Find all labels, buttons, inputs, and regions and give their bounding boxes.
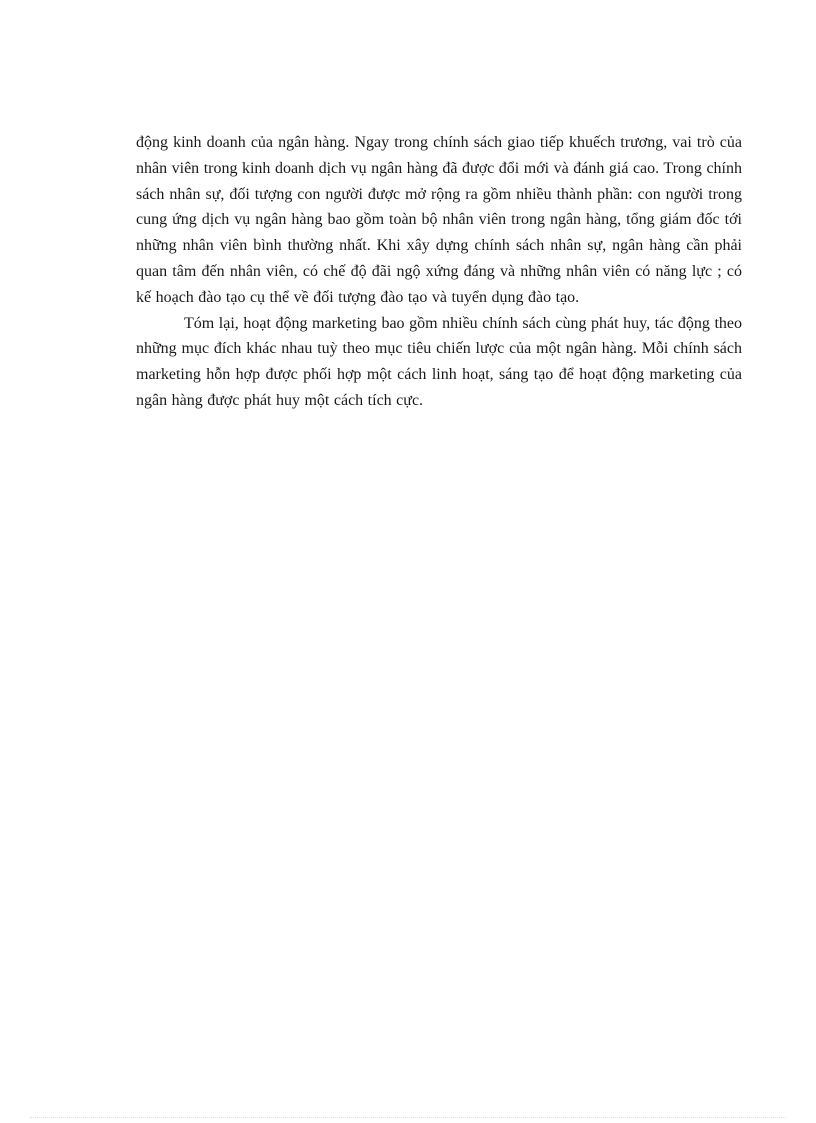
document-body: [136, 130, 742, 414]
page-bottom-divider: [30, 1117, 786, 1118]
body-paragraph-1: động kinh doanh của ngân hàng. Ngay trong chính sách giao tiếp khuếch trương, vai trò của nhân viên trong kinh doanh dịch vụ ngân hàng đã được đổi mới và đánh giá cao. Trong chính sách nhân sự, đối tượng con người được mở rộng ra gồm nhiều thành phần: con người trong cung ứng dịch vụ ngân hàng bao gồm toàn bộ nhân viên trong ngân hàng, tổng giám đốc tới những nhân viên bình thường nhất. Khi xây dựng chính sách nhân sự, ngân hàng cần phải quan tâm đến nhân viên, có chế độ đãi ngộ xứng đáng và những nhân viên có năng lực ; có kế hoạch đào tạo cụ thể về đối tượng đào tạo và tuyển dụng đào tạo.: [136, 134, 742, 306]
body-paragraph-2: Tóm lại, hoạt động marketing bao gồm nhiều chính sách cùng phát huy, tác động theo những mục đích khác nhau tuỳ theo mục tiêu chiến lược của một ngân hàng. Mỗi chính sách marketing hỗn hợp được phối hợp một cách linh hoạt, sáng tạo để hoạt động marketing của ngân hàng được phát huy một cách tích cực.: [136, 314, 742, 409]
